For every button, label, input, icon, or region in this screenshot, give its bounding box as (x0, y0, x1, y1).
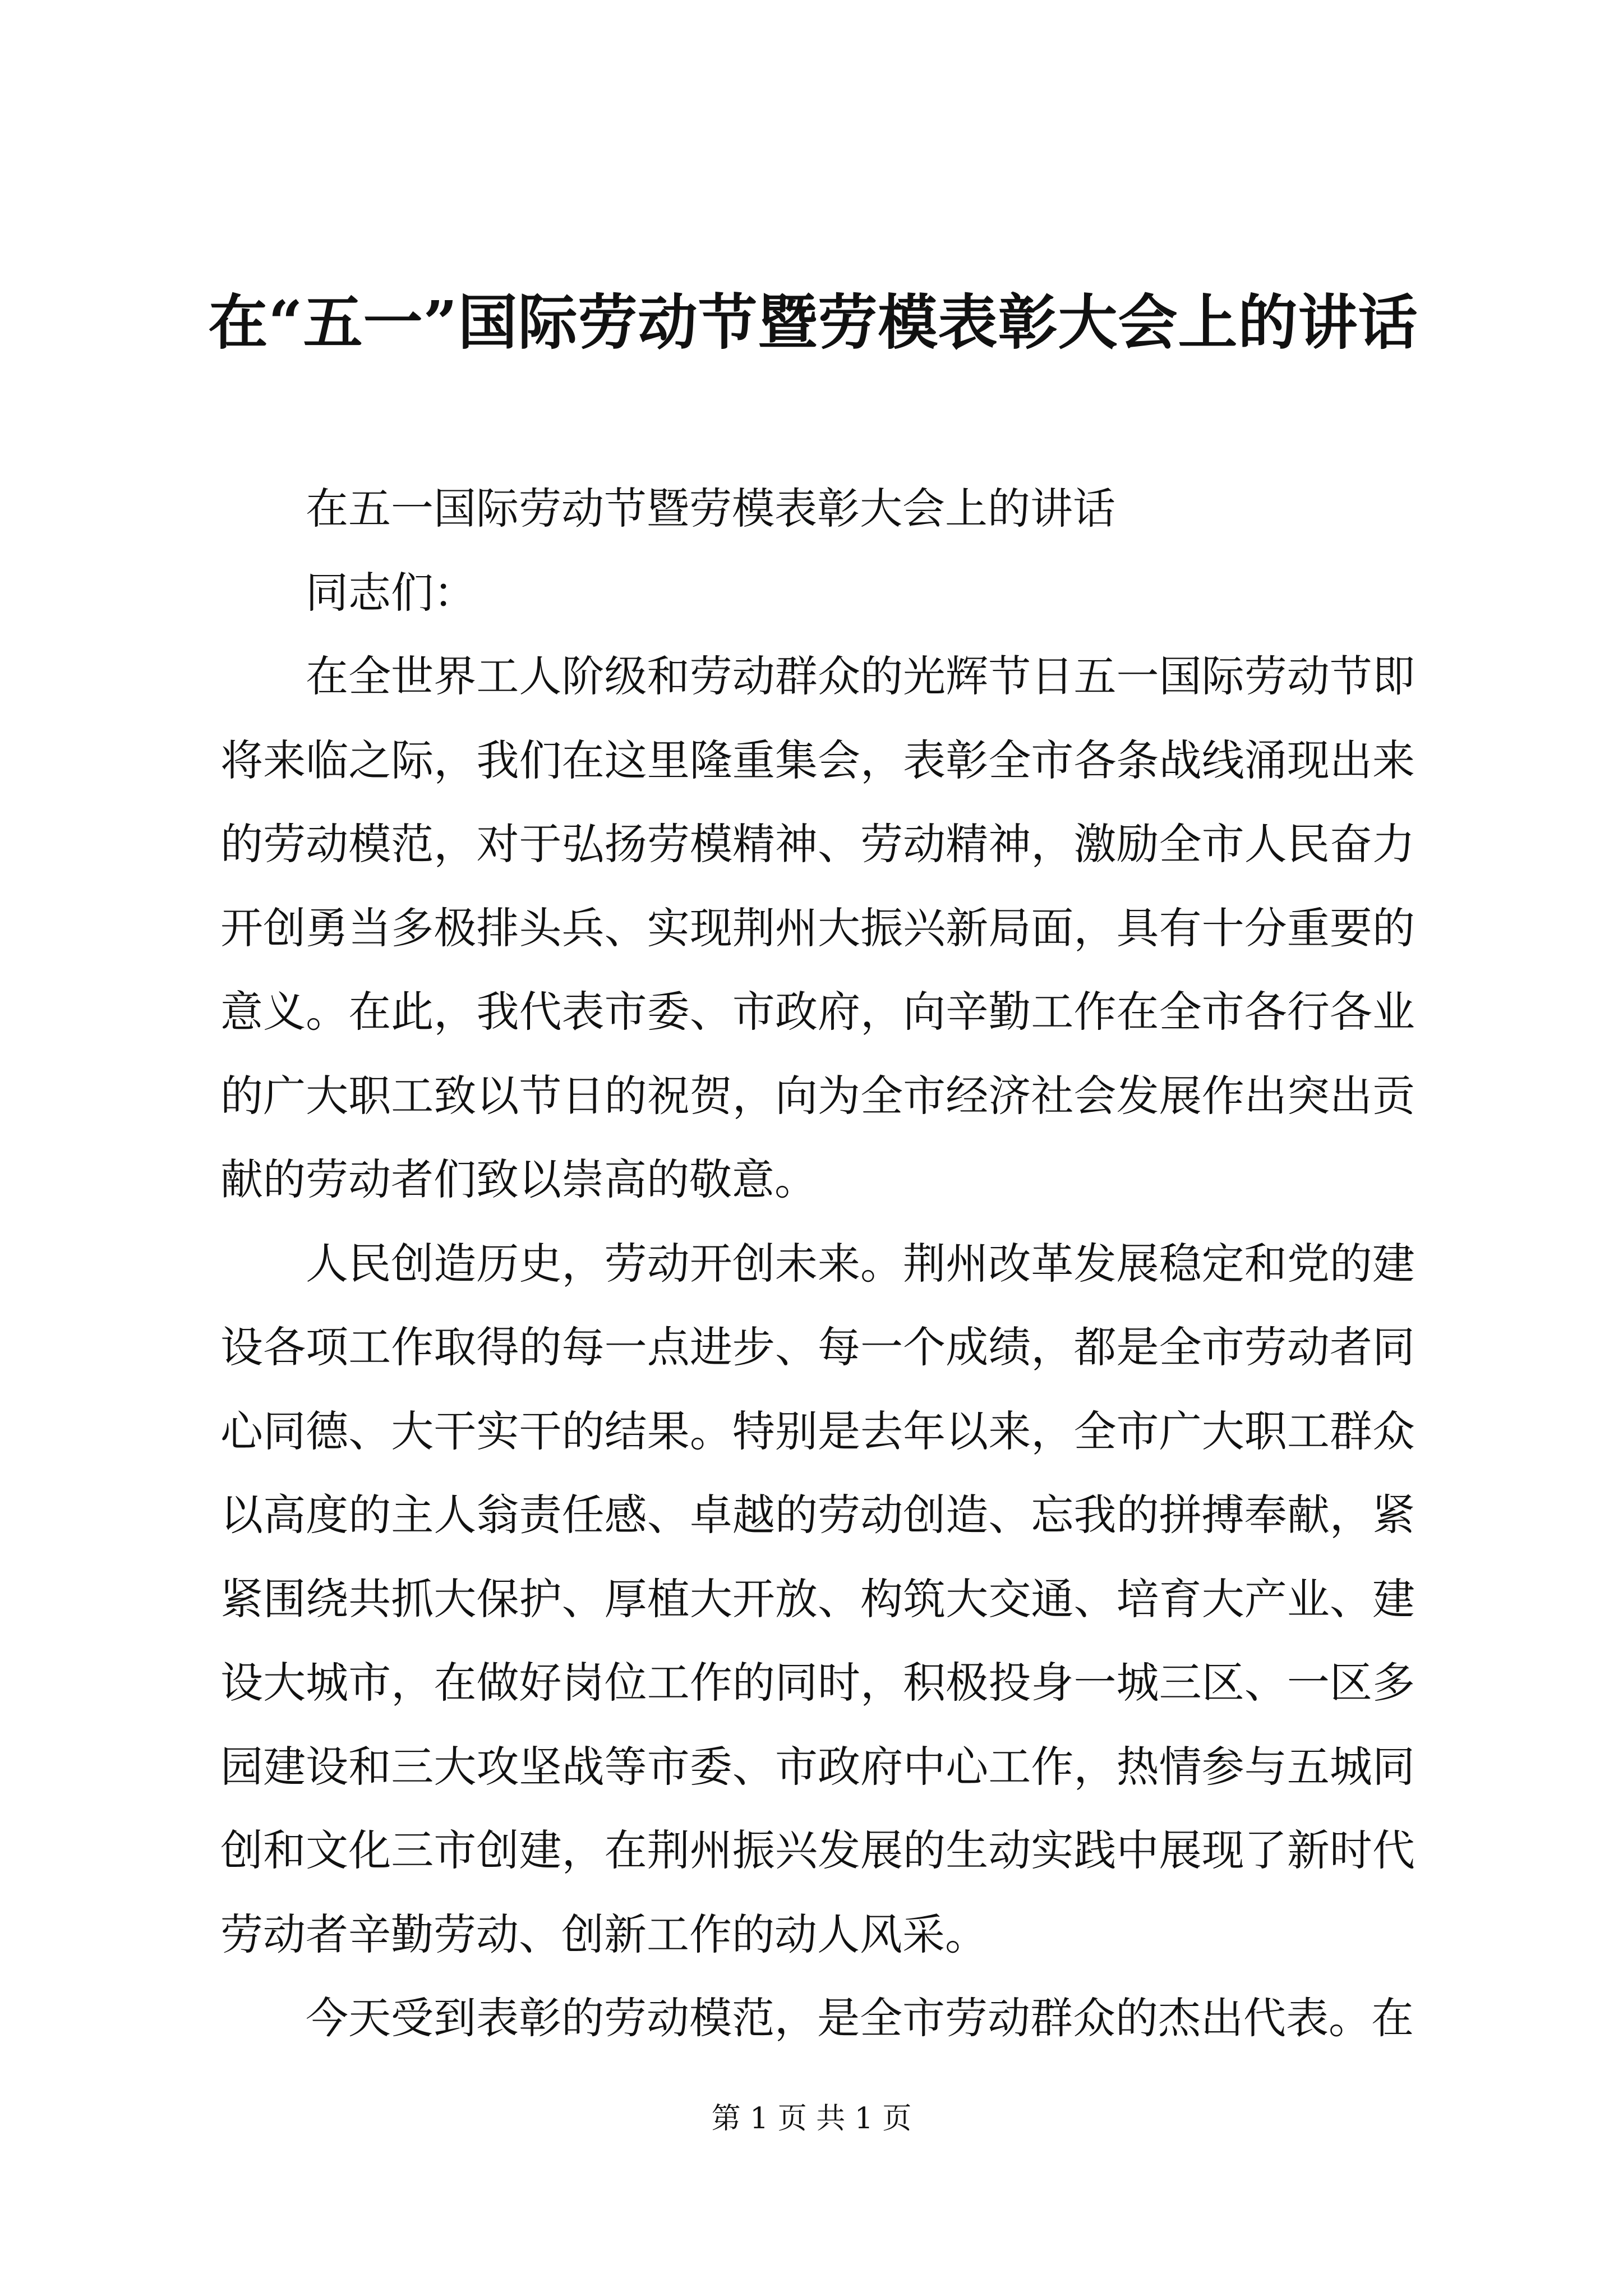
document-body (220, 467, 1415, 2060)
page-footer: 第 1 页 共 1 页 (711, 2102, 912, 2136)
body-paragraph: 在全世界工人阶级和劳动群众的光辉节日五一国际劳动节即将来临之际，我们在这里隆重集会，表彰全市各条战线涌现出来的劳动模范，对于弘扬劳模精神、劳动精神，激励全市人民奋力开创勇当多极排头兵、实现荆州大振兴新局面，具有十分重要的意义。在此，我代表市委、市政府，向辛勤工作在全市各行各业的广大职工致以节日的祝贺，向为全市经济社会发展作出突出贡献的劳动者们致以崇高的敬意。 (220, 651, 1415, 1204)
body-paragraph: 今天受到表彰的劳动模范，是全市劳动群众的杰出代表。在 (306, 1993, 1414, 2043)
subtitle-paragraph: 在五一国际劳动节暨劳模表彰大会上的讲话 (306, 484, 1115, 533)
body-paragraph: 人民创造历史，劳动开创未来。荆州改革发展稳定和党的建设各项工作取得的每一点进步、每一个成绩，都是全市劳动者同心同德、大干实干的结果。特别是去年以来，全市广大职工群众以高度的主人翁责任感、卓越的劳动创造、忘我的拼搏奉献，紧紧围绕共抓大保护、厚植大开放、构筑大交通、培育大产业、建设大城市，在做好岗位工作的同时，积极投身一城三区、一区多园建设和三大攻坚战等市委、市政府中心工作，热情参与五城同创和文化三市创建，在荆州振兴发展的生动实践中展现了新时代劳动者辛勤劳动、创新工作的动人风采。 (220, 1238, 1415, 1959)
salutation-paragraph: 同志们： (306, 567, 476, 618)
document-title: 在“五一”国际劳动节暨劳模表彰大会上的讲话 (208, 287, 1418, 357)
